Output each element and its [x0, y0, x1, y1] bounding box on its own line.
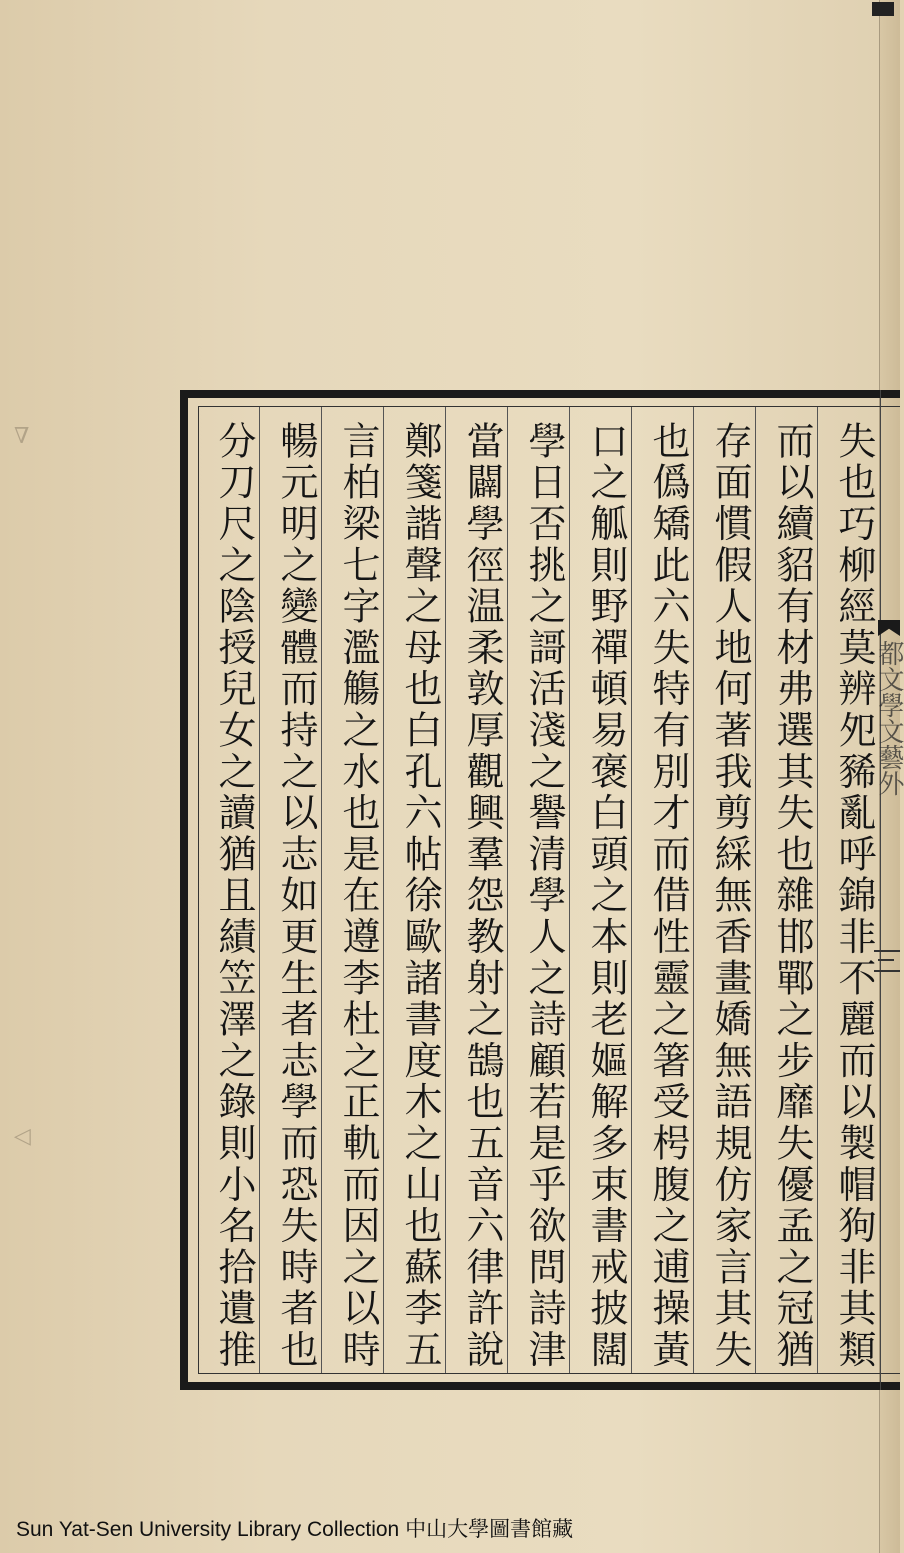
fish-tail-mark — [878, 620, 900, 636]
text-column: 暢元明之變體而持之以志如更生者志學而恐失時者也 — [274, 421, 318, 1371]
column-rule — [817, 407, 818, 1373]
column-rule — [445, 407, 446, 1373]
page-number-mark — [874, 950, 900, 972]
bleed-mark: ◁ — [14, 1124, 31, 1149]
bleed-mark: ∇ — [14, 424, 30, 449]
text-column: 存面慣假人地何著我剪綵無香畫嬌無語規仿家言其失 — [708, 421, 752, 1371]
banxin-title: 都文學文藝外 — [874, 640, 904, 796]
column-rule — [507, 407, 508, 1373]
text-column: 言柏梁七字濫觴之水也是在遵李杜之正軌而因之以時 — [336, 421, 380, 1371]
column-rule — [569, 407, 570, 1373]
column-rule — [321, 407, 322, 1373]
text-column: 學日否挑之謌活淺之譽清學人之詩顧若是乎欲問詩津 — [522, 421, 566, 1371]
column-rule — [631, 407, 632, 1373]
column-rule — [755, 407, 756, 1373]
corner-mark — [872, 2, 894, 16]
text-frame — [180, 390, 904, 1390]
text-column: 分刀尺之陰授兒女之讀猶且績笠澤之錄則小名拾遺推 — [212, 421, 256, 1371]
text-column: 失也巧柳經莫辨夗豨亂呼錦非不麗而以製帽狗非其類 — [832, 421, 876, 1371]
text-column: 當闢學徑温柔敦厚觀興羣怨教射之鵠也五音六律許說 — [460, 421, 504, 1371]
text-block — [198, 406, 904, 1374]
text-column: 而以續貂有材弗選其失也雜邯鄲之步靡失優孟之冠猶 — [770, 421, 814, 1371]
collection-credit — [16, 1513, 573, 1543]
column-rule — [383, 407, 384, 1373]
text-column: 鄭箋諧聲之母也白孔六帖徐歐諸書度木之山也蘇李五 — [398, 421, 442, 1371]
block-center-margin — [868, 390, 904, 1390]
collection-credit-chinese: 中山大學圖書館藏 — [405, 1517, 574, 1541]
column-rule — [259, 407, 260, 1373]
collection-credit-english: Sun Yat-Sen University Library Collection — [16, 1518, 400, 1541]
column-rule — [693, 407, 694, 1373]
banxin-rule — [880, 390, 881, 1390]
text-column: 口之觚則野禪頓易褒白頭之本則老嫗解多束書戒披闊 — [584, 421, 628, 1371]
text-column: 也僞矯此六失特有別才而借性靈之箸受枵腹之逋操黃 — [646, 421, 690, 1371]
